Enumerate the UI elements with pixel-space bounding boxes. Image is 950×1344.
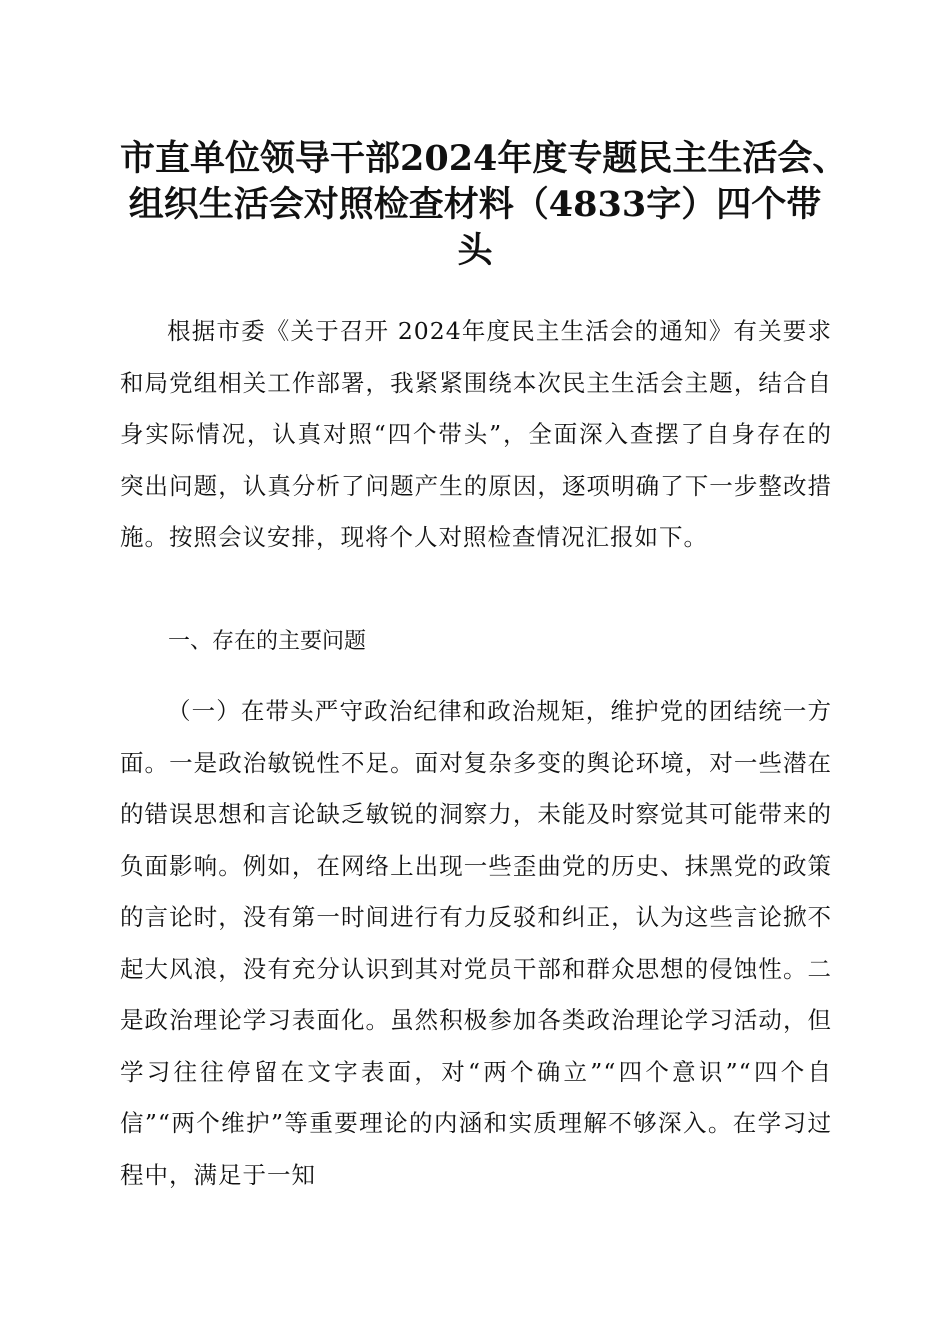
intro-paragraph: 根据市委《关于召开 2024年度民主生活会的通知》有关要求和局党组相关工作部署，我紧紧围绕本次民主生活会主题，结合自身实际情况，认真对照“四个带头”，全面深入查摆了自身存在的突出问题，认真分析了问题产生的原因，逐项明确了下一步整改措施。按照会议安排，现将个人对照检查情况汇报如下。	[120, 317, 832, 551]
section-heading: 一、存在的主要问题	[168, 629, 367, 654]
title-line-3: 头	[457, 230, 493, 271]
document-title	[120, 136, 848, 274]
problem-paragraph: （一）在带头严守政治纪律和政治规矩，维护党的团结统一方面。一是政治敏锐性不足。面对复杂多变的舆论环境，对一些潜在的错误思想和言论缺乏敏锐的洞察力，未能及时察觉其可能带来的负面影响。例如，在网络上出现一些歪曲党的历史、抹黑党的政策的言论时，没有第一时间进行有力反驳和纠正，认为这些言论掀不起大风浪，没有充分认识到其对党员干部和群众思想的侵蚀性。二是政治理论学习表面化。虽然积极参加各类政治理论学习活动，但学习往往停留在文字表面，对“两个确立”“四个意识”“四个自信”“两个维护”等重要理论的内涵和实质理解不够深入。在学习过程中，满足于一知	[120, 697, 832, 1189]
title-line-1: 市直单位领导干部2024年度专题民主生活会、	[120, 138, 848, 179]
title-line-2: 组织生活会对照检查材料（4833字）四个带	[128, 184, 822, 225]
